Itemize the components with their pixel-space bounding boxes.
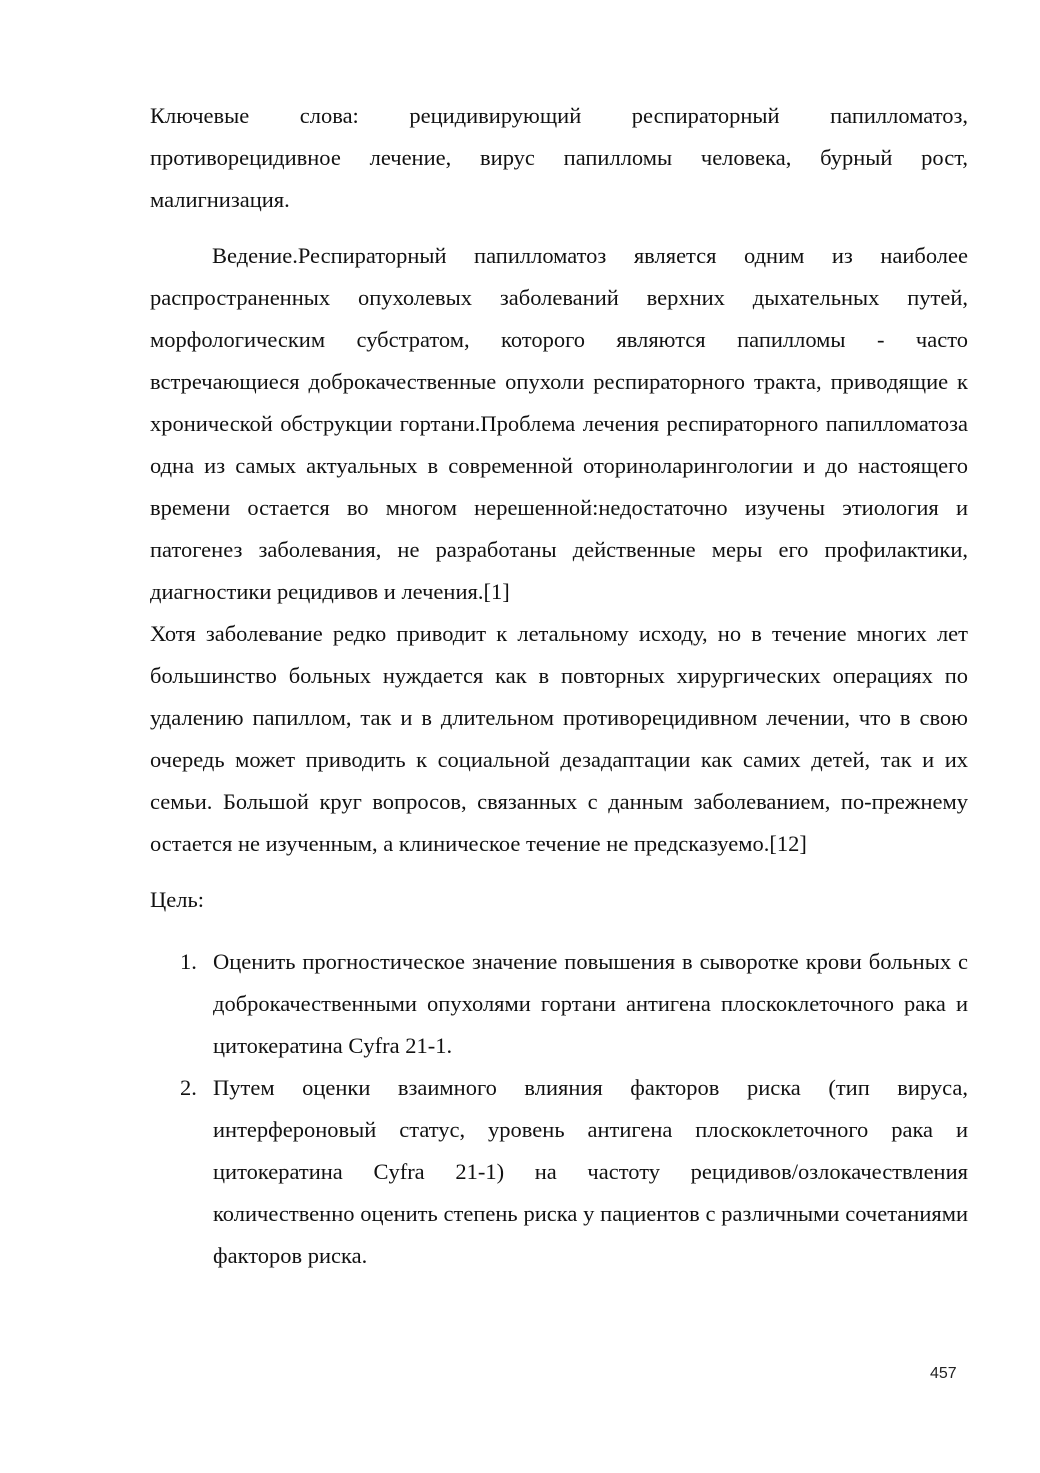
list-item-number: 2. bbox=[180, 1075, 197, 1100]
introduction-paragraph: Ведение.Респираторный папилломатоз является одним из наиболее распространенных опухолевых заболеваний верхних дыхательных путей, морфологическим субстратом, которого являются папилломы - часто встречающиеся доброкачественные опухоли респираторного тракта, приводящие к хронической обструкции гортани.Проблема лечения респираторного папилломатоза одна из самых актуальных в современной оториноларингологии и до настоящего времени остается во многом нерешенной:недостаточно изучены этиология и патогенез заболевания, не разработаны действенные меры его профилактики, диагностики рецидивов и лечения.[1] bbox=[150, 243, 968, 604]
list-item-text: Путем оценки взаимного влияния факторов риска (тип вируса, интерфероновый статус, уровень антигена плоскоклеточного рака и цитокератина Cyfra 21-1) на частоту рецидивов/озлокачествления количественно оценить степень риска у пациентов с различными сочетаниями факторов риска. bbox=[213, 1075, 968, 1268]
list-item-text: Оценить прогностическое значение повышения в сыворотке крови больных с доброкачественными опухолями гортани антигена плоскоклеточного рака и цитокератина Cyfra 21-1. bbox=[213, 949, 968, 1058]
list-item bbox=[150, 941, 968, 1067]
document-page bbox=[150, 95, 968, 1277]
list-item bbox=[150, 1067, 968, 1277]
keywords-paragraph: Ключевые слова: рецидивирующий респираторный папилломатоз, противорецидивное лечение, вирус папилломы человека, бурный рост, малигнизация. bbox=[150, 103, 968, 212]
page-number: 457 bbox=[930, 1365, 957, 1382]
list-item-number: 1. bbox=[180, 949, 197, 974]
goal-list bbox=[150, 941, 968, 1277]
second-paragraph: Хотя заболевание редко приводит к летальному исходу, но в течение многих лет большинство больных нуждается как в повторных хирургических операциях по удалению папиллом, так и в длительном противорецидивном лечении, что в свою очередь может приводить к социальной дезадаптации как самих детей, так и их семьи. Большой круг вопросов, связанных с данным заболеванием, по-прежнему остается не изученным, а клиническое течение не предсказуемо.[12] bbox=[150, 621, 968, 856]
goal-heading: Цель: bbox=[150, 887, 204, 912]
